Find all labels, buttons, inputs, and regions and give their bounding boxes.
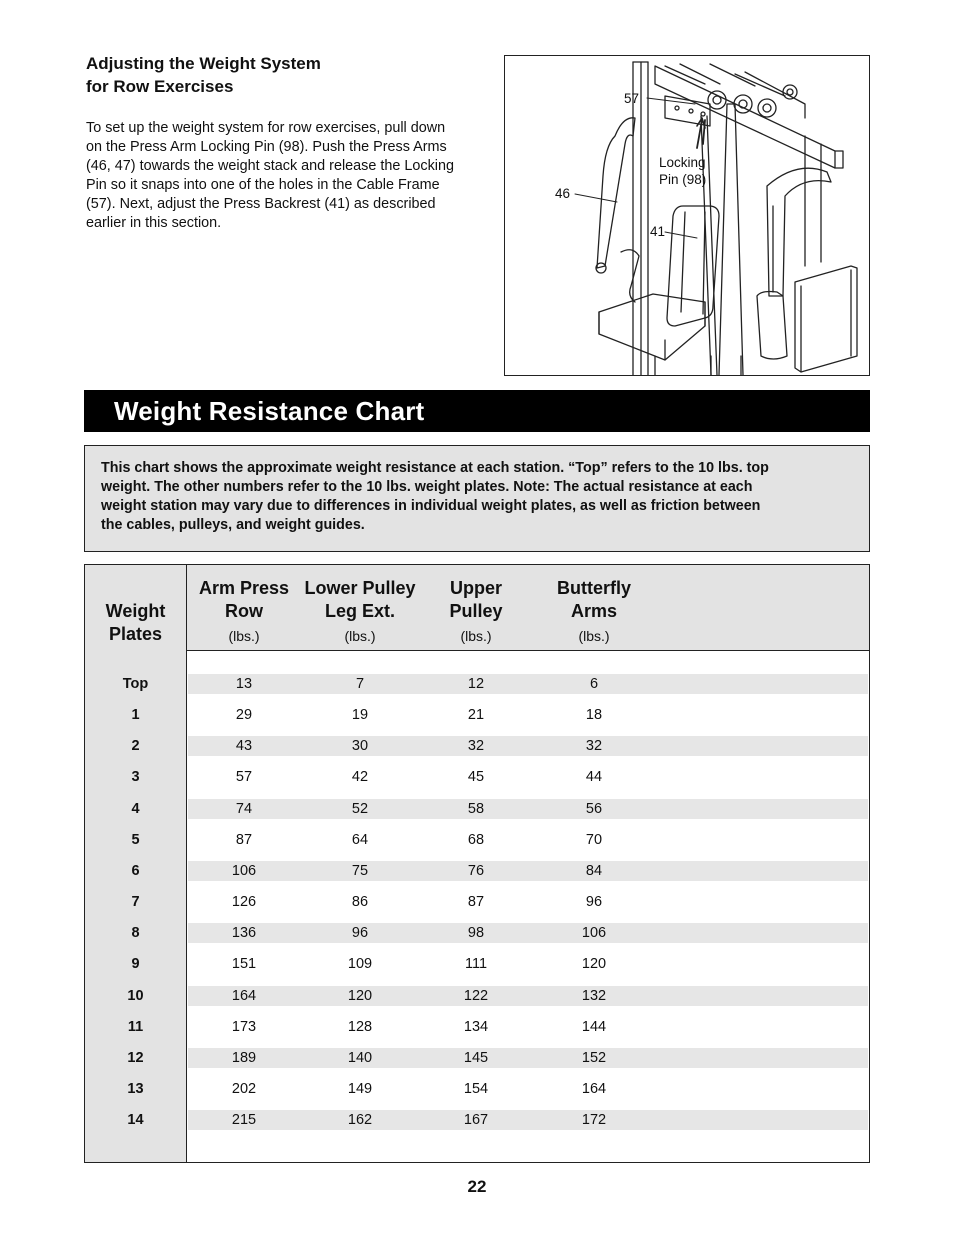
table-cell: 44 <box>585 769 603 785</box>
table-cell: 120 <box>347 988 373 1004</box>
table-cell: 215 <box>231 1112 257 1128</box>
chart-note-line: the cables, pulleys, and weight guides. <box>101 517 365 533</box>
table-cell: 164 <box>231 988 257 1004</box>
table-cell: 45 <box>467 769 485 785</box>
plates-header-line-1: Weight <box>105 601 166 621</box>
plate-label: 9 <box>131 956 140 972</box>
table-cell: 87 <box>467 894 485 910</box>
table-cell: 149 <box>347 1081 373 1097</box>
table-cell: 162 <box>347 1112 373 1128</box>
section-heading-line-1: Adjusting the Weight System <box>86 54 321 73</box>
machine-drawing <box>505 56 869 375</box>
table-cell: 189 <box>231 1050 257 1066</box>
plate-label: 1 <box>131 707 140 723</box>
plates-header-line-2: Plates <box>108 624 163 644</box>
table-cell: 87 <box>235 832 253 848</box>
table-cell: 164 <box>581 1081 607 1097</box>
table-cell: 106 <box>231 863 257 879</box>
table-cell: 173 <box>231 1019 257 1035</box>
column-header-line-1: Lower Pulley <box>304 578 416 598</box>
column-header-line-1: Upper <box>449 578 502 598</box>
table-cell: 84 <box>585 863 603 879</box>
table-cell: 122 <box>463 988 489 1004</box>
column-unit: (lbs.) <box>460 628 492 644</box>
table-cell: 126 <box>231 894 257 910</box>
table-cell: 96 <box>351 925 369 941</box>
plate-label: 13 <box>127 1081 144 1097</box>
table-cell: 74 <box>235 801 253 817</box>
section-heading-line-2: for Row Exercises <box>86 77 234 96</box>
callout-57: 57 <box>624 91 640 106</box>
callout-locking-pin <box>659 154 706 188</box>
page-number: 22 <box>467 1177 487 1196</box>
callout-locking-line-2: Pin (98) <box>659 172 707 187</box>
plate-label: 12 <box>127 1050 144 1066</box>
table-cell: 106 <box>581 925 607 941</box>
callout-locking-line-1: Locking <box>659 155 706 170</box>
chart-title-bar <box>84 390 870 432</box>
table-cell: 140 <box>347 1050 373 1066</box>
table-cell: 13 <box>235 676 253 692</box>
table-cell: 21 <box>467 707 485 723</box>
instruction-line: (57). Next, adjust the Press Backrest (41) as described <box>86 196 436 212</box>
table-cell: 144 <box>581 1019 607 1035</box>
table-cell: 12 <box>467 676 485 692</box>
instruction-line: Pin so it snaps into one of the holes in the Cable Frame <box>86 177 440 193</box>
instruction-line: (46, 47) towards the weight stack and release the Locking <box>86 158 454 174</box>
plate-label: 6 <box>131 863 140 879</box>
table-cell: 32 <box>585 738 603 754</box>
table-cell: 64 <box>351 832 369 848</box>
column-header-line-2: Pulley <box>449 601 503 621</box>
plate-label: 8 <box>131 925 140 941</box>
table-cell: 6 <box>589 676 599 692</box>
table-cell: 134 <box>463 1019 489 1035</box>
plate-label: 7 <box>131 894 140 910</box>
table-cell: 43 <box>235 738 253 754</box>
table-cell: 111 <box>464 956 488 972</box>
table-cell: 98 <box>467 925 485 941</box>
column-unit: (lbs.) <box>344 628 376 644</box>
table-cell: 70 <box>585 832 603 848</box>
table-cell: 136 <box>231 925 257 941</box>
instruction-paragraph <box>86 119 496 233</box>
table-cell: 7 <box>355 676 365 692</box>
table-cell: 202 <box>231 1081 257 1097</box>
callout-41: 41 <box>650 224 666 239</box>
column-header-line-2: Row <box>225 601 263 621</box>
chart-note-line: weight. The other numbers refer to the 10 lbs. weight plates. Note: The actual resistance at each <box>101 479 753 495</box>
plate-label: 2 <box>131 738 140 754</box>
plate-label: 4 <box>131 801 140 817</box>
table-cell: 76 <box>467 863 485 879</box>
table-cell: 18 <box>585 707 603 723</box>
section-heading <box>86 52 486 98</box>
table-cell: 96 <box>585 894 603 910</box>
table-cell: 52 <box>351 801 369 817</box>
chart-note <box>101 459 861 535</box>
table-cell: 109 <box>347 956 373 972</box>
table-cell: 30 <box>351 738 369 754</box>
plate-label: 5 <box>131 832 140 848</box>
callout-46: 46 <box>555 186 571 201</box>
table-cell: 172 <box>581 1112 607 1128</box>
plate-label: 10 <box>127 988 144 1004</box>
table-cell: 57 <box>235 769 253 785</box>
plate-label: 3 <box>131 769 140 785</box>
chart-note-box <box>84 445 870 552</box>
table-cell: 132 <box>581 988 607 1004</box>
table-cell: 145 <box>463 1050 489 1066</box>
table-cell: 32 <box>467 738 485 754</box>
table-cell: 19 <box>351 707 369 723</box>
table-cell: 151 <box>231 956 257 972</box>
column-unit: (lbs.) <box>578 628 610 644</box>
column-header-line-2: Arms <box>570 601 618 621</box>
instruction-line: earlier in this section. <box>86 215 222 231</box>
instruction-line: on the Press Arm Locking Pin (98). Push the Press Arms <box>86 139 447 155</box>
plate-label: 14 <box>127 1112 144 1128</box>
table-cell: 167 <box>463 1112 489 1128</box>
table-cell: 86 <box>351 894 369 910</box>
table-cell: 56 <box>585 801 603 817</box>
instruction-line: To set up the weight system for row exercises, pull down <box>86 120 446 136</box>
table-cell: 58 <box>467 801 485 817</box>
table-cell: 75 <box>351 863 369 879</box>
table-cell: 29 <box>235 707 253 723</box>
table-cell: 128 <box>347 1019 373 1035</box>
table-cell: 68 <box>467 832 485 848</box>
chart-note-line: weight station may vary due to differences in individual weight plates, as well as friction between <box>101 498 761 514</box>
table-cell: 42 <box>351 769 369 785</box>
table-cell: 120 <box>581 956 607 972</box>
chart-title: Weight Resistance Chart <box>114 396 425 426</box>
column-unit: (lbs.) <box>228 628 260 644</box>
plate-label: Top <box>122 676 149 692</box>
column-header-line-1: Butterfly <box>556 578 631 598</box>
column-header-line-1: Arm Press <box>198 578 290 598</box>
column-header-line-2: Leg Ext. <box>324 601 395 621</box>
table-cell: 152 <box>581 1050 607 1066</box>
table-cell: 154 <box>463 1081 489 1097</box>
chart-note-line: This chart shows the approximate weight resistance at each station. “Top” refers to the 10 lbs. top <box>101 460 769 476</box>
machine-illustration <box>504 55 870 376</box>
resistance-table <box>84 564 870 1163</box>
plate-label: 11 <box>127 1019 144 1035</box>
